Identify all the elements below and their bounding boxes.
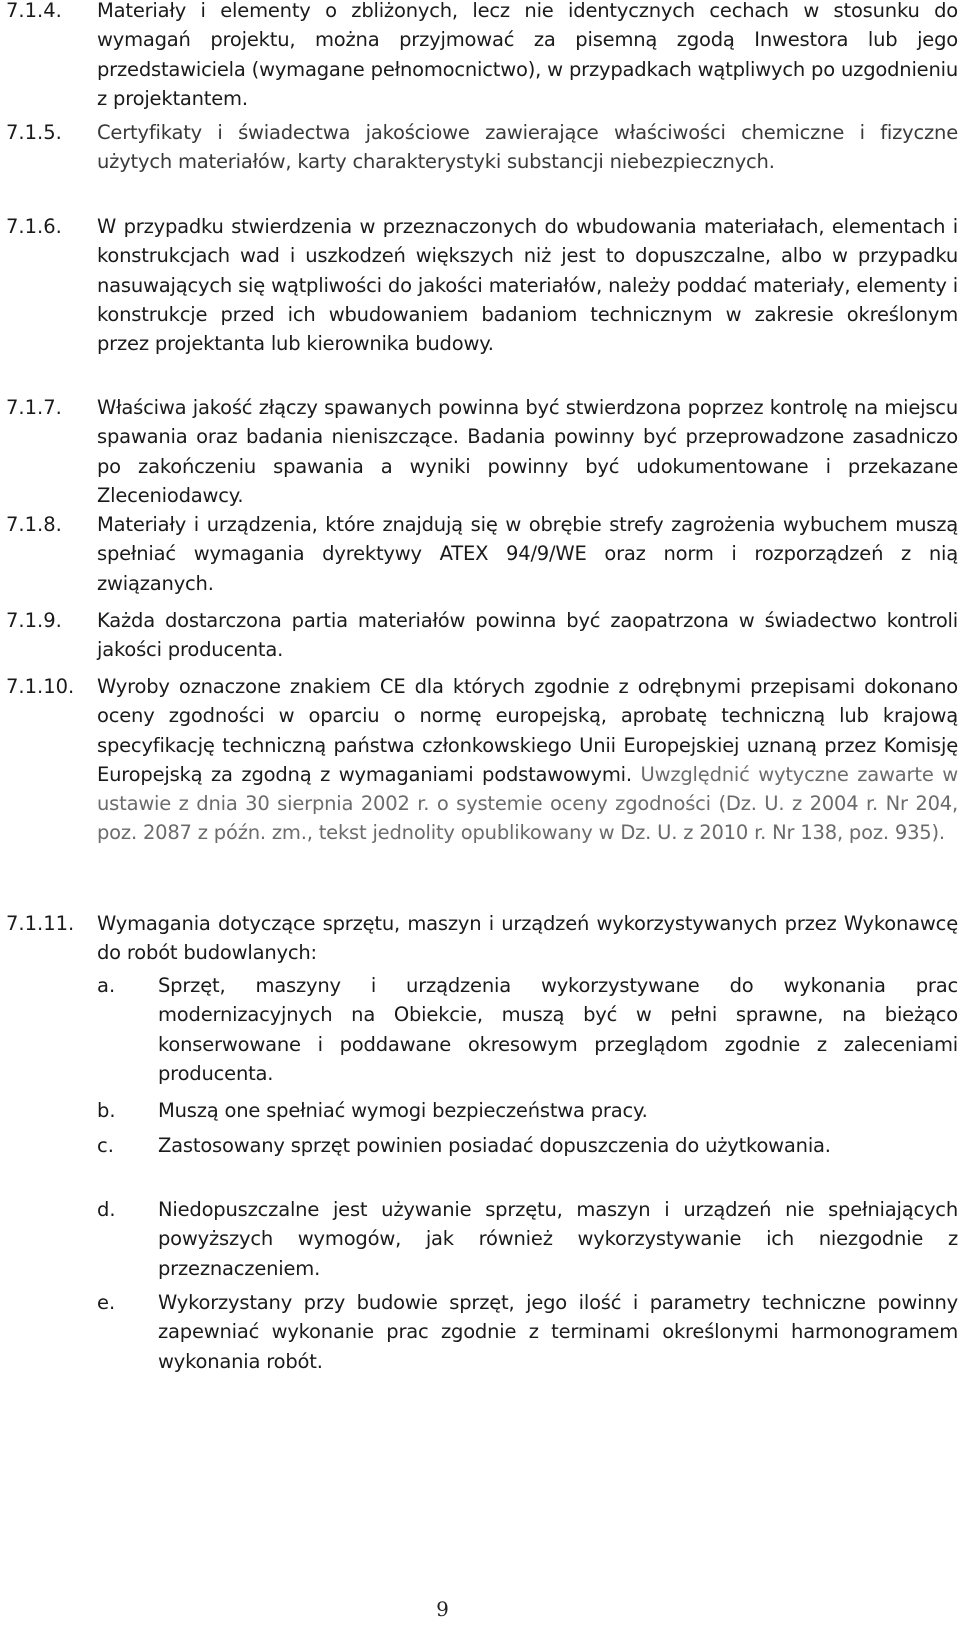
subitem-letter: a. [97,974,116,997]
section-text-reference: Uwzględnić wytyczne zawarte w ustawie z dnia 30 sierpnia 2002 r. o systemie oceny zgodności (Dz. U. z 2004 r. Nr 204, poz. 2087 z późn. zm., tekst jednolity opublikowany w Dz. U. z 2010 r. Nr 138, poz. 935). [97,762,958,845]
section-7-1-5 [6,118,958,177]
section-text-main: Wyroby oznaczone znakiem CE dla których zgodnie z odrębnymi przepisami dokonano oceny zgodności w oparciu o normę europejską, aprobatę techniczną lub krajową specyfikację techniczną państwa członkowskiego Unii Europejskiej uznaną przez Komisję Europejską za zgodną z wymaganiami podstawowymi. [97,675,958,786]
subitem-letter: b. [97,1099,116,1122]
section-7-1-11 [6,909,958,968]
subitem-text: Muszą one spełniać wymogi bezpieczeństwa pracy. [158,1099,648,1122]
subitem-text: Zastosowany sprzęt powinien posiadać dopuszczenia do użytkowania. [158,1134,831,1157]
subitem-letter: c. [97,1134,114,1157]
subitem-letter: e. [97,1291,116,1314]
page-number: 9 [436,1597,449,1621]
section-text: Materiały i urządzenia, które znajdują się w obrębie strefy zagrożenia wybuchem muszą spełniać wymagania dyrektywy ATEX 94/9/WE oraz norm i rozporządzeń z nią związanych. [97,513,958,595]
section-number: 7.1.8. [6,513,62,536]
section-7-1-4 [6,0,958,113]
section-number: 7.1.10. [6,675,75,698]
section-7-1-9 [6,606,958,665]
section-text [97,672,958,848]
section-number: 7.1.9. [6,609,62,632]
section-number: 7.1.6. [6,215,62,238]
subitem-text: Niedopuszczalne jest używanie sprzętu, maszyn i urządzeń nie spełniających powyższych wymogów, jak również wykorzystywanie ich niezgodnie z przeznaczeniem. [158,1198,958,1280]
section-number: 7.1.7. [6,396,62,419]
section-text: Wymagania dotyczące sprzętu, maszyn i urządzeń wykorzystywanych przez Wykonawcę do robót budowlanych: [97,912,958,965]
section-text: Materiały i elementy o zbliżonych, lecz nie identycznych cechach w stosunku do wymagań projektu, można przyjmować za pisemną zgodą Inwestora lub jego przedstawiciela (wymagane pełnomocnictwo), w przypadkach wątpliwych po uzgodnieniu z projektantem. [97,0,958,110]
section-7-1-10 [6,672,958,848]
subitem-text: Wykorzystany przy budowie sprzęt, jego ilość i parametry techniczne powinny zapewniać wykonanie prac zgodnie z terminami określonymi harmonogramem wykonania robót. [158,1291,958,1373]
section-number: 7.1.5. [6,121,62,144]
subitem-d [97,1195,958,1283]
subitem-a [97,971,958,1088]
subitem-e [97,1288,958,1376]
section-text: Certyfikaty i świadectwa jakościowe zawierające właściwości chemiczne i fizyczne użytych materiałów, karty charakterystyki substancji niebezpiecznych. [97,121,958,174]
section-7-1-6 [6,212,958,358]
section-text: Właściwa jakość złączy spawanych powinna być stwierdzona poprzez kontrolę na miejscu spawania oraz badania nieniszczące. Badania powinny być przeprowadzone zasadniczo po zakończeniu spawania a wyniki powinny być udokumentowane i przekazane Zleceniodawcy. [97,396,958,507]
section-7-1-7 [6,393,958,510]
subitem-c [97,1131,958,1160]
section-text: Każda dostarczona partia materiałów powinna być zaopatrzona w świadectwo kontroli jakości producenta. [97,609,958,662]
subitem-letter: d. [97,1198,116,1221]
section-7-1-8 [6,510,958,598]
section-text: W przypadku stwierdzenia w przeznaczonych do wbudowania materiałach, elementach i konstrukcjach wad i uszkodzeń większych niż jest to dopuszczalne, albo w przypadku nasuwających się wątpliwości do jakości materiałów, należy poddać materiały, elementy i konstrukcje przed ich wbudowaniem badaniom technicznym w zakresie określonym przez projektanta lub kierownika budowy. [97,215,958,356]
subitem-b [97,1096,958,1125]
section-number: 7.1.4. [6,0,62,22]
subitem-text: Sprzęt, maszyny i urządzenia wykorzystywane do wykonania prac modernizacyjnych na Obiekcie, muszą być w pełni sprawne, na bieżąco konserwowane i poddawane okresowym przeglądom zgodnie z zaleceniami producenta. [158,974,958,1085]
section-number: 7.1.11. [6,912,75,935]
